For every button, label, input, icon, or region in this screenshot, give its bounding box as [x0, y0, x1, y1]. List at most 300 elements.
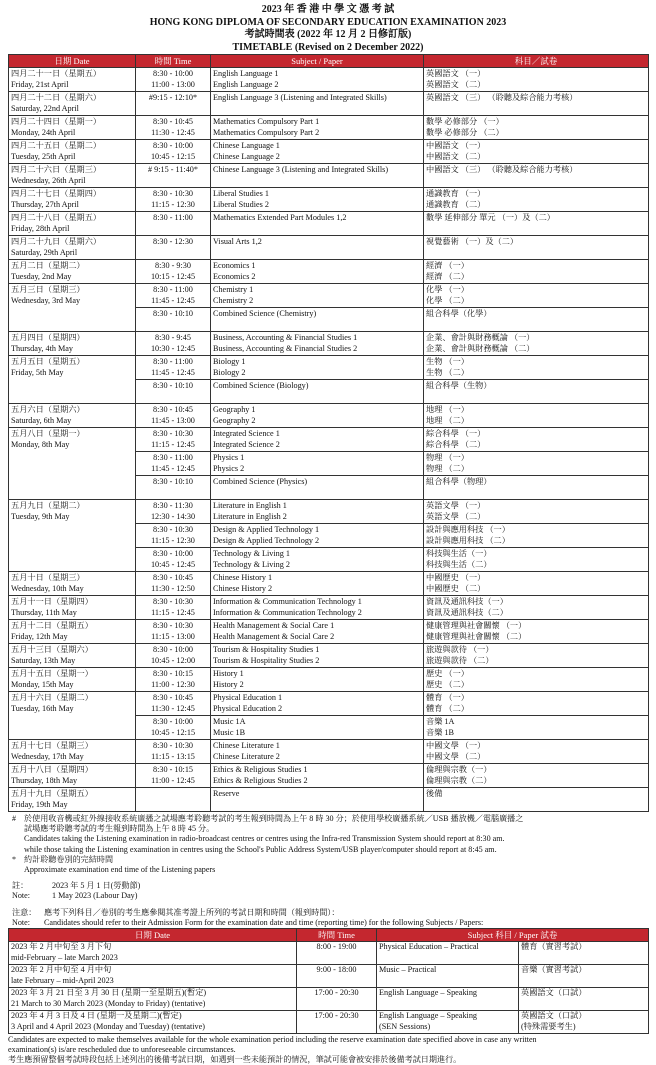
table-row — [9, 260, 649, 284]
special-subject-english-line: (SEN Sessions) — [379, 1022, 431, 1032]
subject-english-line: Chinese Language 2 — [213, 152, 280, 161]
subject-english-line: Mathematics Extended Part Modules 1,2 — [213, 213, 347, 222]
exam-time — [136, 428, 211, 452]
subject-chinese-line: 綜合科學 （二） — [426, 440, 486, 449]
special-header-subject: Subject 科目 / Paper 試卷 — [377, 929, 649, 942]
hash-mark: # — [12, 814, 17, 823]
special-subject-english — [377, 965, 519, 988]
subject-english — [211, 692, 424, 716]
table-row — [9, 764, 649, 788]
subject-chinese-line: 通識教育 （一） — [426, 189, 486, 198]
subject-english-line: Tourism & Hospitality Studies 2 — [213, 656, 320, 665]
table-row — [9, 116, 649, 140]
date-line: Saturday, 29th April — [11, 248, 78, 257]
subject-english — [211, 188, 424, 212]
subject-english-line: History 2 — [213, 680, 244, 689]
date-line: 五月十二日（星期五） — [11, 621, 93, 630]
subject-chinese-line: 化學 （二） — [426, 296, 469, 305]
subject-english — [211, 476, 424, 500]
subject-english — [211, 140, 424, 164]
main-table-header — [9, 55, 649, 68]
hash-note-english-1: Candidates taking the Listening examination in radio-broadcast centres or centres using the Infra-red Transmission System should report at 8:30 am. — [24, 834, 505, 844]
date-line: 五月八日（星期一） — [11, 429, 85, 438]
subject-english-line: Health Management & Social Care 2 — [213, 632, 335, 641]
exam-time — [136, 188, 211, 212]
subject-english-line: Health Management & Social Care 1 — [213, 621, 335, 630]
subject-chinese-line: 通識教育 （二） — [426, 200, 486, 209]
exam-date — [9, 764, 136, 788]
subject-chinese — [424, 788, 649, 812]
subject-chinese — [424, 164, 649, 188]
subject-english-line: Chinese History 1 — [213, 573, 273, 582]
subject-chinese-line: 音樂 1B — [426, 728, 454, 737]
subject-english-line: Integrated Science 1 — [213, 429, 280, 438]
special-time: 9:00 - 18:00 — [297, 965, 377, 988]
subject-english — [211, 404, 424, 428]
exam-date — [9, 356, 136, 404]
special-date-line: 2023 年 3 月 21 日至 3 月 30 日 (星期一至星期五)(暫定) — [11, 988, 207, 998]
subject-chinese — [424, 284, 649, 308]
exam-date — [9, 620, 136, 644]
table-row — [9, 942, 649, 965]
subject-chinese-line: 設計與應用科技 （一） — [426, 525, 510, 534]
date-line: 五月十日（星期三） — [11, 573, 85, 582]
date-line: 五月十一日（星期四） — [11, 597, 93, 606]
special-time: 17:00 - 20:30 — [297, 1011, 377, 1034]
subject-english — [211, 212, 424, 236]
subject-chinese-line: 中國歷史 （二） — [426, 584, 486, 593]
special-header-time: 時間 Time — [297, 929, 377, 942]
footer-english-1: Candidates are expected to make themselves available for the whole examination period including the reserve examination date specified above in case any written — [8, 1035, 537, 1045]
date-line: Monday, 15th May — [11, 680, 74, 689]
subject-chinese — [424, 596, 649, 620]
subject-english-line: Chinese Literature 2 — [213, 752, 280, 761]
exam-time-line: 8:30 - 10:15 — [152, 765, 194, 774]
exam-time-line: 8:30 - 10:00 — [152, 717, 194, 726]
exam-date — [9, 788, 136, 812]
subject-english — [211, 668, 424, 692]
special-subject-chinese-line: 音樂（實習考試） — [521, 965, 587, 975]
date-line: Saturday, 6th May — [11, 416, 72, 425]
exam-date — [9, 332, 136, 356]
subject-chinese-line: 資訊及通訊科技（二） — [426, 608, 508, 617]
subject-chinese-line: 歷史 （二） — [426, 680, 469, 689]
special-subject-english — [377, 1011, 519, 1034]
exam-time-line: 8:30 - 11:00 — [153, 357, 193, 366]
special-subject-english-line: English Language – Speaking — [379, 988, 478, 998]
subject-english — [211, 332, 424, 356]
exam-time — [136, 404, 211, 428]
subject-english-line: Chemistry 1 — [213, 285, 254, 294]
subject-english-line: Economics 2 — [213, 272, 256, 281]
note-chinese-label: 註： — [12, 881, 29, 891]
subject-chinese-line: 數學 必修部分 （二） — [426, 128, 504, 137]
subject-chinese-line: 地理 （二） — [426, 416, 469, 425]
date-line: Friday, 5th May — [11, 368, 64, 377]
date-line: Tuesday, 25th April — [11, 152, 76, 161]
subject-english — [211, 356, 424, 380]
subject-chinese-line: 科技與生活（一） — [426, 549, 492, 558]
table-row — [9, 164, 649, 188]
subject-chinese-line: 物理 （二） — [426, 464, 469, 473]
subject-english-line: Mathematics Compulsory Part 2 — [213, 128, 320, 137]
table-row — [9, 596, 649, 620]
exam-time — [136, 284, 211, 308]
header-subject-chinese: 科目／試卷 — [424, 55, 649, 68]
subject-chinese-line: 英語文學 （二） — [426, 512, 486, 521]
special-subject-chinese — [519, 942, 649, 965]
exam-time-line: 8:30 - 10:30 — [152, 741, 194, 750]
subject-english-line: Chinese Language 1 — [213, 141, 280, 150]
date-line: Friday, 12th May — [11, 632, 68, 641]
date-line: 五月九日（星期二） — [11, 501, 85, 510]
attention-english: Candidates should refer to their Admission Form for the examination date and time (reporting time) for the following Subjects / Papers: — [44, 917, 484, 927]
date-line: Thursday, 27th April — [11, 200, 79, 209]
subject-english-line: English Language 2 — [213, 80, 279, 89]
exam-date — [9, 236, 136, 260]
exam-time-line: #9:15 - 12:10* — [148, 93, 198, 102]
subject-chinese-line: 中國歷史 （一） — [426, 573, 486, 582]
date-line: Thursday, 18th May — [11, 776, 78, 785]
special-subject-chinese — [519, 988, 649, 1011]
exam-time-line: 10:30 - 12:45 — [150, 344, 196, 353]
note-english: 1 May 2023 (Labour Day) — [52, 891, 138, 901]
subject-english-line: Music 1B — [213, 728, 246, 737]
table-row — [9, 332, 649, 356]
subject-english-line: Integrated Science 2 — [213, 440, 280, 449]
exam-time-line: 11:15 - 12:45 — [151, 440, 195, 449]
date-line: Wednesday, 17th May — [11, 752, 84, 761]
special-subject-english-line: English Language – Speaking — [379, 1011, 478, 1021]
table-row — [9, 428, 649, 452]
main-timetable — [8, 54, 649, 812]
subject-english-line: Literature in English 1 — [213, 501, 287, 510]
subject-english-line: Ethics & Religious Studies 2 — [213, 776, 308, 785]
exam-time-line: 8:30 - 10:10 — [152, 477, 194, 486]
footer-chinese: 考生應預留整個考試時段包括上述列出的後備考試日期，如遇到一些未能預計的情況，筆試可能會被安排於後備考試日期進行。 — [8, 1055, 462, 1065]
special-subject-chinese-line: 體育（實習考試） — [521, 942, 587, 952]
subject-english — [211, 428, 424, 452]
date-line: 五月十三日（星期六） — [11, 645, 93, 654]
subject-english-line: English Language 3 (Listening and Integrated Skills) — [213, 93, 387, 102]
header — [8, 4, 648, 54]
exam-time-line: 11:45 - 12:45 — [151, 296, 195, 305]
exam-time-line: 11:00 - 12:30 — [151, 680, 195, 689]
subject-english-line: Chinese Literature 1 — [213, 741, 280, 750]
subject-english — [211, 740, 424, 764]
special-time: 8:00 - 19:00 — [297, 942, 377, 965]
subject-chinese-line: 地理 （一） — [426, 405, 469, 414]
date-line: 四月二十一日（星期五） — [11, 69, 102, 78]
date-line: Tuesday, 16th May — [11, 704, 74, 713]
exam-time — [136, 164, 211, 188]
special-date-line: 2023 年 2 月中旬至 3 月下旬 — [11, 942, 112, 952]
subject-english-line: Tourism & Hospitality Studies 1 — [213, 645, 320, 654]
exam-date — [9, 188, 136, 212]
date-line: Tuesday, 2nd May — [11, 272, 72, 281]
subject-chinese-line: 旅遊與款待 （一） — [426, 645, 494, 654]
star-note-chinese: 約計聆聽卷別的完結時間 — [24, 854, 114, 864]
subject-chinese-line: 中國文學 （一） — [426, 741, 486, 750]
exam-time — [136, 92, 211, 116]
exam-time-line: 10:45 - 12:45 — [150, 560, 196, 569]
exam-time-line: 11:45 - 12:45 — [151, 464, 195, 473]
table-row — [9, 356, 649, 380]
subject-english-line: Physics 1 — [213, 453, 245, 462]
subject-english-line: Economics 1 — [213, 261, 256, 270]
exam-time — [136, 764, 211, 788]
subject-english-line: Chemistry 2 — [213, 296, 254, 305]
note-chinese: 2023 年 5 月 1 日(勞動節) — [52, 881, 141, 891]
table-row — [9, 1011, 649, 1034]
exam-time — [136, 380, 211, 404]
subject-english — [211, 764, 424, 788]
special-date — [9, 988, 297, 1011]
subject-chinese — [424, 356, 649, 380]
date-line: 五月四日（星期四） — [11, 333, 85, 342]
exam-time — [136, 356, 211, 380]
table-row — [9, 572, 649, 596]
subject-chinese — [424, 116, 649, 140]
exam-time — [136, 212, 211, 236]
date-line: 四月二十五日（星期二） — [11, 141, 102, 150]
exam-time-line: 8:30 - 9:30 — [155, 261, 191, 270]
exam-date — [9, 596, 136, 620]
exam-date — [9, 572, 136, 596]
subject-chinese-line: 數學 必修部分 （一） — [426, 117, 504, 126]
subject-chinese — [424, 188, 649, 212]
subject-english — [211, 68, 424, 92]
subject-chinese-line: 設計與應用科技 （二） — [426, 536, 510, 545]
subject-chinese-line: 旅遊與款待 （二） — [426, 656, 494, 665]
table-row — [9, 212, 649, 236]
notes-section — [8, 814, 648, 928]
subject-english-line: English Language 1 — [213, 69, 279, 78]
date-line: Thursday, 4th May — [11, 344, 74, 353]
date-line: 四月二十二日（星期六） — [11, 93, 102, 102]
special-date-line: 3 April and 4 April 2023 (Monday and Tuesday) (tentative) — [11, 1022, 205, 1032]
header-time: 時間 Time — [136, 55, 211, 68]
exam-time-line: 8:30 - 10:10 — [152, 381, 194, 390]
table-row — [9, 965, 649, 988]
exam-time — [136, 68, 211, 92]
special-date-line: late February – mid-April 2023 — [11, 976, 114, 986]
subject-chinese — [424, 620, 649, 644]
subject-english-line: Geography 1 — [213, 405, 256, 414]
subject-chinese-line: 綜合科學 （一） — [426, 429, 486, 438]
exam-time-line: 8:30 - 9:45 — [155, 333, 191, 342]
special-date-line: 21 March to 30 March 2023 (Monday to Friday) (tentative) — [11, 999, 206, 1009]
exam-time-line: 10:45 - 12:15 — [150, 152, 196, 161]
subject-english — [211, 500, 424, 524]
date-line: 四月二十四日（星期一） — [11, 117, 102, 126]
date-line: Monday, 8th May — [11, 440, 70, 449]
subject-chinese — [424, 692, 649, 716]
subject-english-line: Technology & Living 2 — [213, 560, 290, 569]
subject-chinese — [424, 212, 649, 236]
title-chinese: 2023 年 香 港 中 學 文 憑 考 試 — [261, 4, 395, 15]
exam-time — [136, 236, 211, 260]
exam-date — [9, 68, 136, 92]
exam-time-line: 8:30 - 10:15 — [152, 669, 194, 678]
exam-date — [9, 284, 136, 332]
subject-chinese-line: 生物 （二） — [426, 368, 469, 377]
subject-chinese — [424, 92, 649, 116]
date-line: Wednesday, 26th April — [11, 176, 86, 185]
exam-time-line: 10:45 - 12:15 — [150, 728, 196, 737]
date-line: Friday, 28th April — [11, 224, 70, 233]
subject-chinese-line: 中國語文 （二） — [426, 152, 486, 161]
exam-time — [136, 260, 211, 284]
exam-time-line: 8:30 - 11:00 — [153, 285, 193, 294]
subject-chinese-line: 企業、會計與財務概論 （二） — [426, 344, 535, 353]
subject-chinese-line: 組合科學（生物） — [426, 381, 492, 390]
subject-chinese — [424, 380, 649, 404]
special-subject-english-line: Music – Practical — [379, 965, 437, 975]
exam-time-line: 8:30 - 11:00 — [153, 453, 193, 462]
subject-english-line: Combined Science (Physics) — [213, 477, 308, 486]
exam-time-line: 8:30 - 11:30 — [153, 501, 193, 510]
special-subject-english — [377, 942, 519, 965]
exam-date — [9, 668, 136, 692]
subject-chinese — [424, 140, 649, 164]
special-subject-english-line: Physical Education – Practical — [379, 942, 479, 952]
subject-chinese — [424, 740, 649, 764]
subject-english-line: Business, Accounting & Financial Studies 1 — [213, 333, 358, 342]
subject-english-line: Geography 2 — [213, 416, 256, 425]
main-table-body — [9, 68, 649, 812]
subject-chinese-line: 資訊及通訊科技（一） — [426, 597, 508, 606]
subject-english-line: Biology 1 — [213, 357, 246, 366]
subject-english — [211, 236, 424, 260]
subject-english-line: Information & Communication Technology 1 — [213, 597, 362, 606]
exam-time — [136, 716, 211, 740]
exam-time — [136, 596, 211, 620]
subject-chinese — [424, 524, 649, 548]
subject-chinese-line: 經濟 （二） — [426, 272, 469, 281]
exam-time-line: # 9:15 - 11:40* — [148, 165, 198, 174]
subject-chinese — [424, 716, 649, 740]
exam-time-line: 8:30 - 10:10 — [152, 309, 194, 318]
exam-time-line: 8:30 - 10:00 — [152, 549, 194, 558]
subject-english-line: Chinese Language 3 (Listening and Integrated Skills) — [213, 165, 389, 174]
exam-date — [9, 212, 136, 236]
subject-english-line: Information & Communication Technology 2 — [213, 608, 362, 617]
subject-english-line: Business, Accounting & Financial Studies 2 — [213, 344, 358, 353]
special-subject-chinese — [519, 965, 649, 988]
footer — [8, 1035, 648, 1065]
date-line: Tuesday, 9th May — [11, 512, 70, 521]
special-date — [9, 1011, 297, 1034]
subject-chinese — [424, 308, 649, 332]
special-subject-chinese-line: 英國語文（口試） — [521, 988, 587, 998]
date-line: 五月十八日（星期四） — [11, 765, 93, 774]
hash-note-chinese-1: 於使用收音機或紅外線接收系統廣播之試場應考聆聽考試的考生報到時間為上午 8 時 30 分；於使用學校廣播系統／USB 播放機／電腦廣播之 — [24, 814, 524, 823]
footer-english-2: examination(s) is/are rescheduled due to unforeseeable circumstances. — [8, 1045, 236, 1055]
exam-date — [9, 692, 136, 740]
exam-time — [136, 140, 211, 164]
exam-time-line: 8:30 - 10:30 — [152, 189, 194, 198]
exam-time-line: 11:00 - 13:00 — [151, 80, 195, 89]
special-header-date: 日期 Date — [9, 929, 297, 942]
special-date-line: mid-February – late March 2023 — [11, 953, 118, 963]
table-row — [9, 692, 649, 716]
date-line: Wednesday, 3rd May — [11, 296, 81, 305]
subject-chinese-line: 數學 延伸部分 單元 （一）及（二） — [426, 213, 555, 222]
table-row — [9, 988, 649, 1011]
table-row — [9, 500, 649, 524]
title-english: HONG KONG DIPLOMA OF SECONDARY EDUCATION EXAMINATION 2023 — [149, 16, 507, 28]
exam-time-line: 8:30 - 10:30 — [152, 597, 194, 606]
subject-chinese-line: 英國語文 （一） — [426, 69, 486, 78]
exam-date — [9, 740, 136, 764]
subject-english-line: Design & Applied Technology 2 — [213, 536, 320, 545]
header-subject: Subject / Paper — [211, 55, 424, 68]
subject-chinese-line: 經濟 （一） — [426, 261, 469, 270]
exam-time-line: 11:15 - 12:30 — [151, 536, 195, 545]
exam-time — [136, 668, 211, 692]
exam-date — [9, 404, 136, 428]
subject-chinese — [424, 452, 649, 476]
subject-english — [211, 572, 424, 596]
exam-time-line: 8:30 - 10:45 — [152, 573, 194, 582]
subject-english-line: Ethics & Religious Studies 1 — [213, 765, 308, 774]
exam-time-line: 8:30 - 10:00 — [152, 645, 194, 654]
subject-english — [211, 596, 424, 620]
exam-time-line: 11:30 - 12:45 — [151, 704, 195, 713]
subject-chinese-line: 英國語文 （三） （聆聽及綜合能力考核） — [426, 93, 578, 102]
subject-chinese — [424, 764, 649, 788]
exam-time — [136, 500, 211, 524]
subject-chinese-line: 中國語文 （一） — [426, 141, 486, 150]
subject-chinese — [424, 332, 649, 356]
star-mark: * — [12, 854, 17, 864]
subject-english-line: Biology 2 — [213, 368, 246, 377]
exam-date — [9, 428, 136, 500]
subject-english-line: Mathematics Compulsory Part 1 — [213, 117, 320, 126]
header-date: 日期 Date — [9, 55, 136, 68]
special-date-line: 2023 年 2 月中旬至 4 月中旬 — [11, 965, 112, 975]
exam-date — [9, 260, 136, 284]
subject-english — [211, 284, 424, 308]
date-line: 五月三日（星期三） — [11, 285, 85, 294]
exam-time — [136, 116, 211, 140]
date-line: 四月二十九日（星期六） — [11, 237, 102, 246]
subject-chinese — [424, 572, 649, 596]
subject-english-line: Chinese History 2 — [213, 584, 273, 593]
exam-time-line: 10:15 - 12:45 — [150, 272, 196, 281]
date-line: Wednesday, 10th May — [11, 584, 84, 593]
subject-english — [211, 788, 424, 812]
exam-time-line: 8:30 - 10:30 — [152, 621, 194, 630]
subject-chinese-line: 倫理與宗教（二） — [426, 776, 492, 785]
exam-date — [9, 92, 136, 116]
date-line: Saturday, 13th May — [11, 656, 76, 665]
subject-english-line: Physics 2 — [213, 464, 245, 473]
date-line: 四月二十六日（星期三） — [11, 165, 102, 174]
special-date — [9, 965, 297, 988]
subject-chinese — [424, 476, 649, 500]
subject-english — [211, 524, 424, 548]
table-row — [9, 404, 649, 428]
exam-time — [136, 308, 211, 332]
subject-english-line: Physical Education 2 — [213, 704, 283, 713]
special-table-body — [9, 942, 649, 1034]
exam-time-line: 8:30 - 10:00 — [152, 69, 194, 78]
subject-english-line: Reserve — [213, 789, 240, 798]
exam-time-line: 11:30 - 12:45 — [151, 128, 195, 137]
exam-time — [136, 476, 211, 500]
